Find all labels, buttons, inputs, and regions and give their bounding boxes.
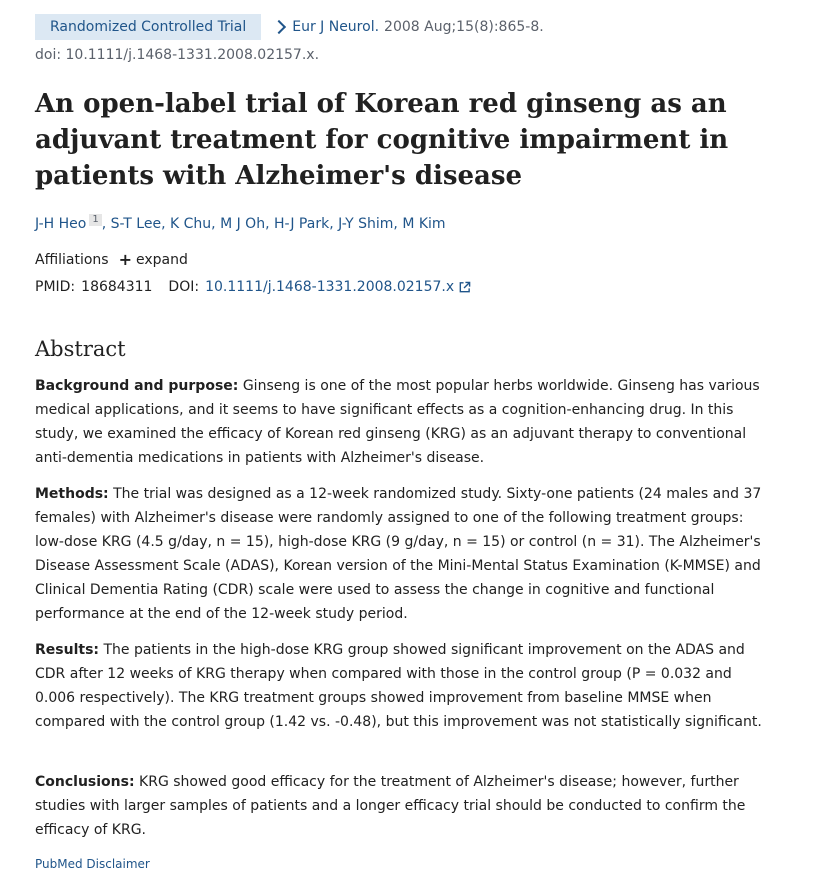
author-link[interactable]: J-H Heo: [35, 216, 87, 232]
section-label: Background and purpose:: [35, 378, 239, 394]
expand-label[interactable]: expand: [136, 252, 188, 268]
section-label: Methods:: [35, 486, 109, 502]
abstract-background: [35, 374, 775, 470]
doi-link[interactable]: 10.1111/j.1468-1331.2008.02157.x: [205, 279, 455, 295]
citation-details: 2008 Aug;15(8):865-8.: [384, 19, 544, 35]
article-title: An open-label trial of Korean red ginseng as an adjuvant treatment for cognitive impairment in patients with Alzheimer's disease: [35, 89, 729, 191]
identifiers-row: [35, 279, 471, 295]
section-text: Ginseng is one of the most popular herbs worldwide. Ginseng has various medical applications, and it seems to have significant effects as a cognition-enhancing drug. In this study, we examined the efficacy of Korean red ginseng (KRG) as an adjuvant therapy to conventional anti-dementia medications in patients with Alzheimer's disease.: [35, 378, 760, 466]
article-type-badge: Randomized Controlled Trial: [35, 14, 261, 40]
pubmed-disclaimer-link[interactable]: PubMed Disclaimer: [35, 857, 150, 871]
section-label: Results:: [35, 642, 99, 658]
author-link[interactable]: M Kim: [402, 216, 446, 232]
pmid-value: 18684311: [81, 279, 153, 295]
author-link[interactable]: M J Oh: [220, 216, 266, 232]
section-label: Conclusions:: [35, 774, 135, 790]
section-text: KRG showed good efficacy for the treatment of Alzheimer's disease; however, further studies with larger samples of patients and a longer efficacy trial should be conducted to confirm the efficacy of KRG.: [35, 774, 746, 838]
author-link[interactable]: K Chu: [170, 216, 212, 232]
plus-icon: +: [118, 250, 132, 269]
authors-list: J-H Heo $^1$ , S-T Lee, K Chu, M J Oh, H-J Park, J-Y Shim, M Kim: [35, 214, 446, 232]
author-link[interactable]: S-T Lee: [110, 216, 162, 232]
doi-citation: doi: 10.1111/j.1468-1331.2008.02157.x.: [35, 47, 320, 63]
affiliations-label: Affiliations: [35, 252, 109, 268]
section-text: The patients in the high-dose KRG group showed significant improvement on the ADAS and CDR after 12 weeks of KRG therapy when compared with those in the control group (P = 0.032 and 0.006 respectively). The KRG treatment groups showed improvement from baseline MMSE when compared with the control group (1.42 vs. -0.48), but this improvement was not statistically significant.: [35, 642, 762, 730]
abstract-heading: Abstract: [35, 337, 126, 361]
affiliations-toggle[interactable]: [35, 252, 188, 268]
citation-row: [35, 14, 544, 40]
journal-link[interactable]: Eur J Neurol.: [292, 19, 380, 35]
section-text: The trial was designed as a 12-week randomized study. Sixty-one patients (24 males and 37 females) with Alzheimer's disease were randomly assigned to one of the following treatment groups: low-dose KRG (4.5 g/day, n = 15), high-dose KRG (9 g/day, n = 15) or control (n = 31). The Alzheimer's Disease Assessment Scale (ADAS), Korean version of the Mini-Mental Status Examination (K-MMSE) and Clinical Dementia Rating (CDR) scale were used to assess the change in cognitive and functional performance at the end of the 12-week study period.: [35, 486, 762, 622]
abstract-conclusions: [35, 770, 775, 842]
author-link[interactable]: J-Y Shim: [338, 216, 394, 232]
abstract-methods: [35, 482, 775, 626]
author-link[interactable]: H-J Park: [273, 216, 330, 232]
external-link-icon[interactable]: [458, 281, 471, 294]
pmid-label: PMID:: [35, 279, 76, 295]
abstract-results: [35, 638, 775, 734]
doi-label: DOI:: [168, 279, 200, 295]
chevron-right-icon[interactable]: [272, 20, 286, 34]
affiliation-marker[interactable]: 1: [89, 214, 101, 226]
